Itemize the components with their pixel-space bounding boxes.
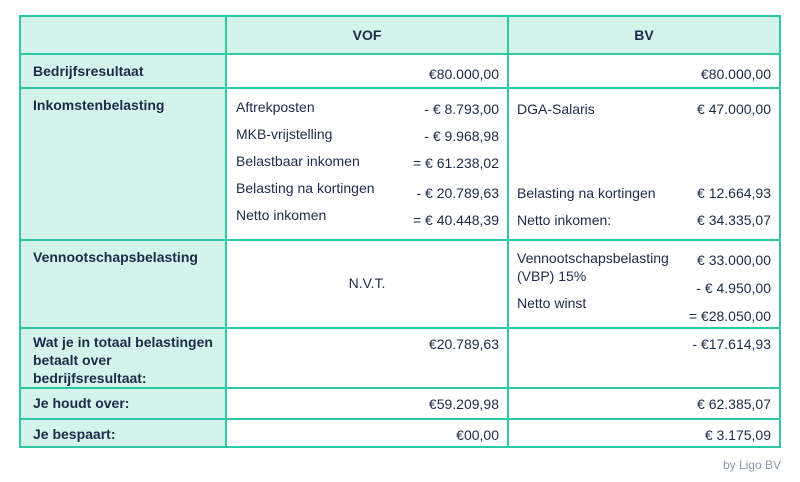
row-label-vennootschapsbelasting: Vennootschapsbelasting	[33, 249, 198, 265]
row-label-totaal: bedrijfsresultaat:	[33, 370, 147, 386]
vof-not-applicable: N.V.T.	[348, 275, 386, 291]
row-label-totaal: betaalt over	[33, 352, 112, 368]
column-divider	[507, 17, 509, 446]
vof-item-value: = € 40.448,39	[412, 212, 499, 228]
row-divider	[21, 327, 779, 329]
header-vof: VOF	[352, 27, 382, 43]
comparison-table	[19, 15, 781, 448]
row-label-houdt-over: Je houdt over:	[33, 395, 130, 411]
header-bv: BV	[634, 27, 654, 43]
vof-item-label: Belasting na kortingen	[236, 180, 375, 196]
bv-item-value: € 47.000,00	[697, 101, 771, 117]
vof-item-value: - € 20.789,63	[416, 185, 499, 201]
vof-item-value: - € 8.793,00	[424, 101, 499, 117]
row-label-bedrijfsresultaat: Bedrijfsresultaat	[33, 63, 144, 79]
bv-item-label: Netto inkomen:	[517, 212, 612, 228]
totaal-bv: - €17.614,93	[692, 336, 771, 352]
footer-credit: by Ligo BV	[722, 458, 781, 472]
bedrijfsresultaat-bv: €80.000,00	[700, 66, 771, 82]
bv-item-value: € 12.664,93	[697, 185, 771, 201]
vof-item-label: Netto inkomen	[236, 207, 327, 223]
vof-item-label: Aftrekposten	[236, 99, 315, 115]
vof-item-label: MKB-vrijstelling	[236, 126, 333, 142]
row-label-bespaart: Je bespaart:	[33, 426, 116, 442]
vof-item-label: Belastbaar inkomen	[236, 153, 360, 169]
totaal-vof: €20.789,63	[428, 336, 499, 352]
houdt-over-bv: € 62.385,07	[697, 396, 771, 412]
vof-item-value: = € 61.238,02	[412, 155, 499, 171]
bv-item-label: DGA-Salaris	[517, 101, 595, 117]
bv-vpb-value: € 33.000,00	[697, 252, 771, 268]
houdt-over-vof: €59.209,98	[428, 396, 499, 412]
bv-netto-winst-value: = €28.050,00	[688, 308, 771, 324]
bv-item-value: € 34.335,07	[697, 212, 771, 228]
bespaart-vof: €00,00	[456, 427, 499, 443]
bv-item-label: Belasting na kortingen	[517, 185, 656, 201]
bedrijfsresultaat-vof: €80.000,00	[428, 66, 499, 82]
row-label-inkomstenbelasting: Inkomstenbelasting	[33, 97, 165, 113]
row-label-totaal: Wat je in totaal belastingen	[33, 334, 213, 350]
column-divider	[225, 17, 227, 446]
bv-vpb-label: (VBP) 15%	[517, 268, 587, 284]
bv-vpb-label: Vennootschapsbelasting	[517, 250, 669, 266]
vof-item-value: - € 9.968,98	[424, 128, 499, 144]
bv-netto-winst-label: Netto winst	[517, 295, 587, 311]
bv-vpb-value: - € 4.950,00	[696, 280, 771, 296]
bespaart-bv: € 3.175,09	[704, 427, 771, 443]
